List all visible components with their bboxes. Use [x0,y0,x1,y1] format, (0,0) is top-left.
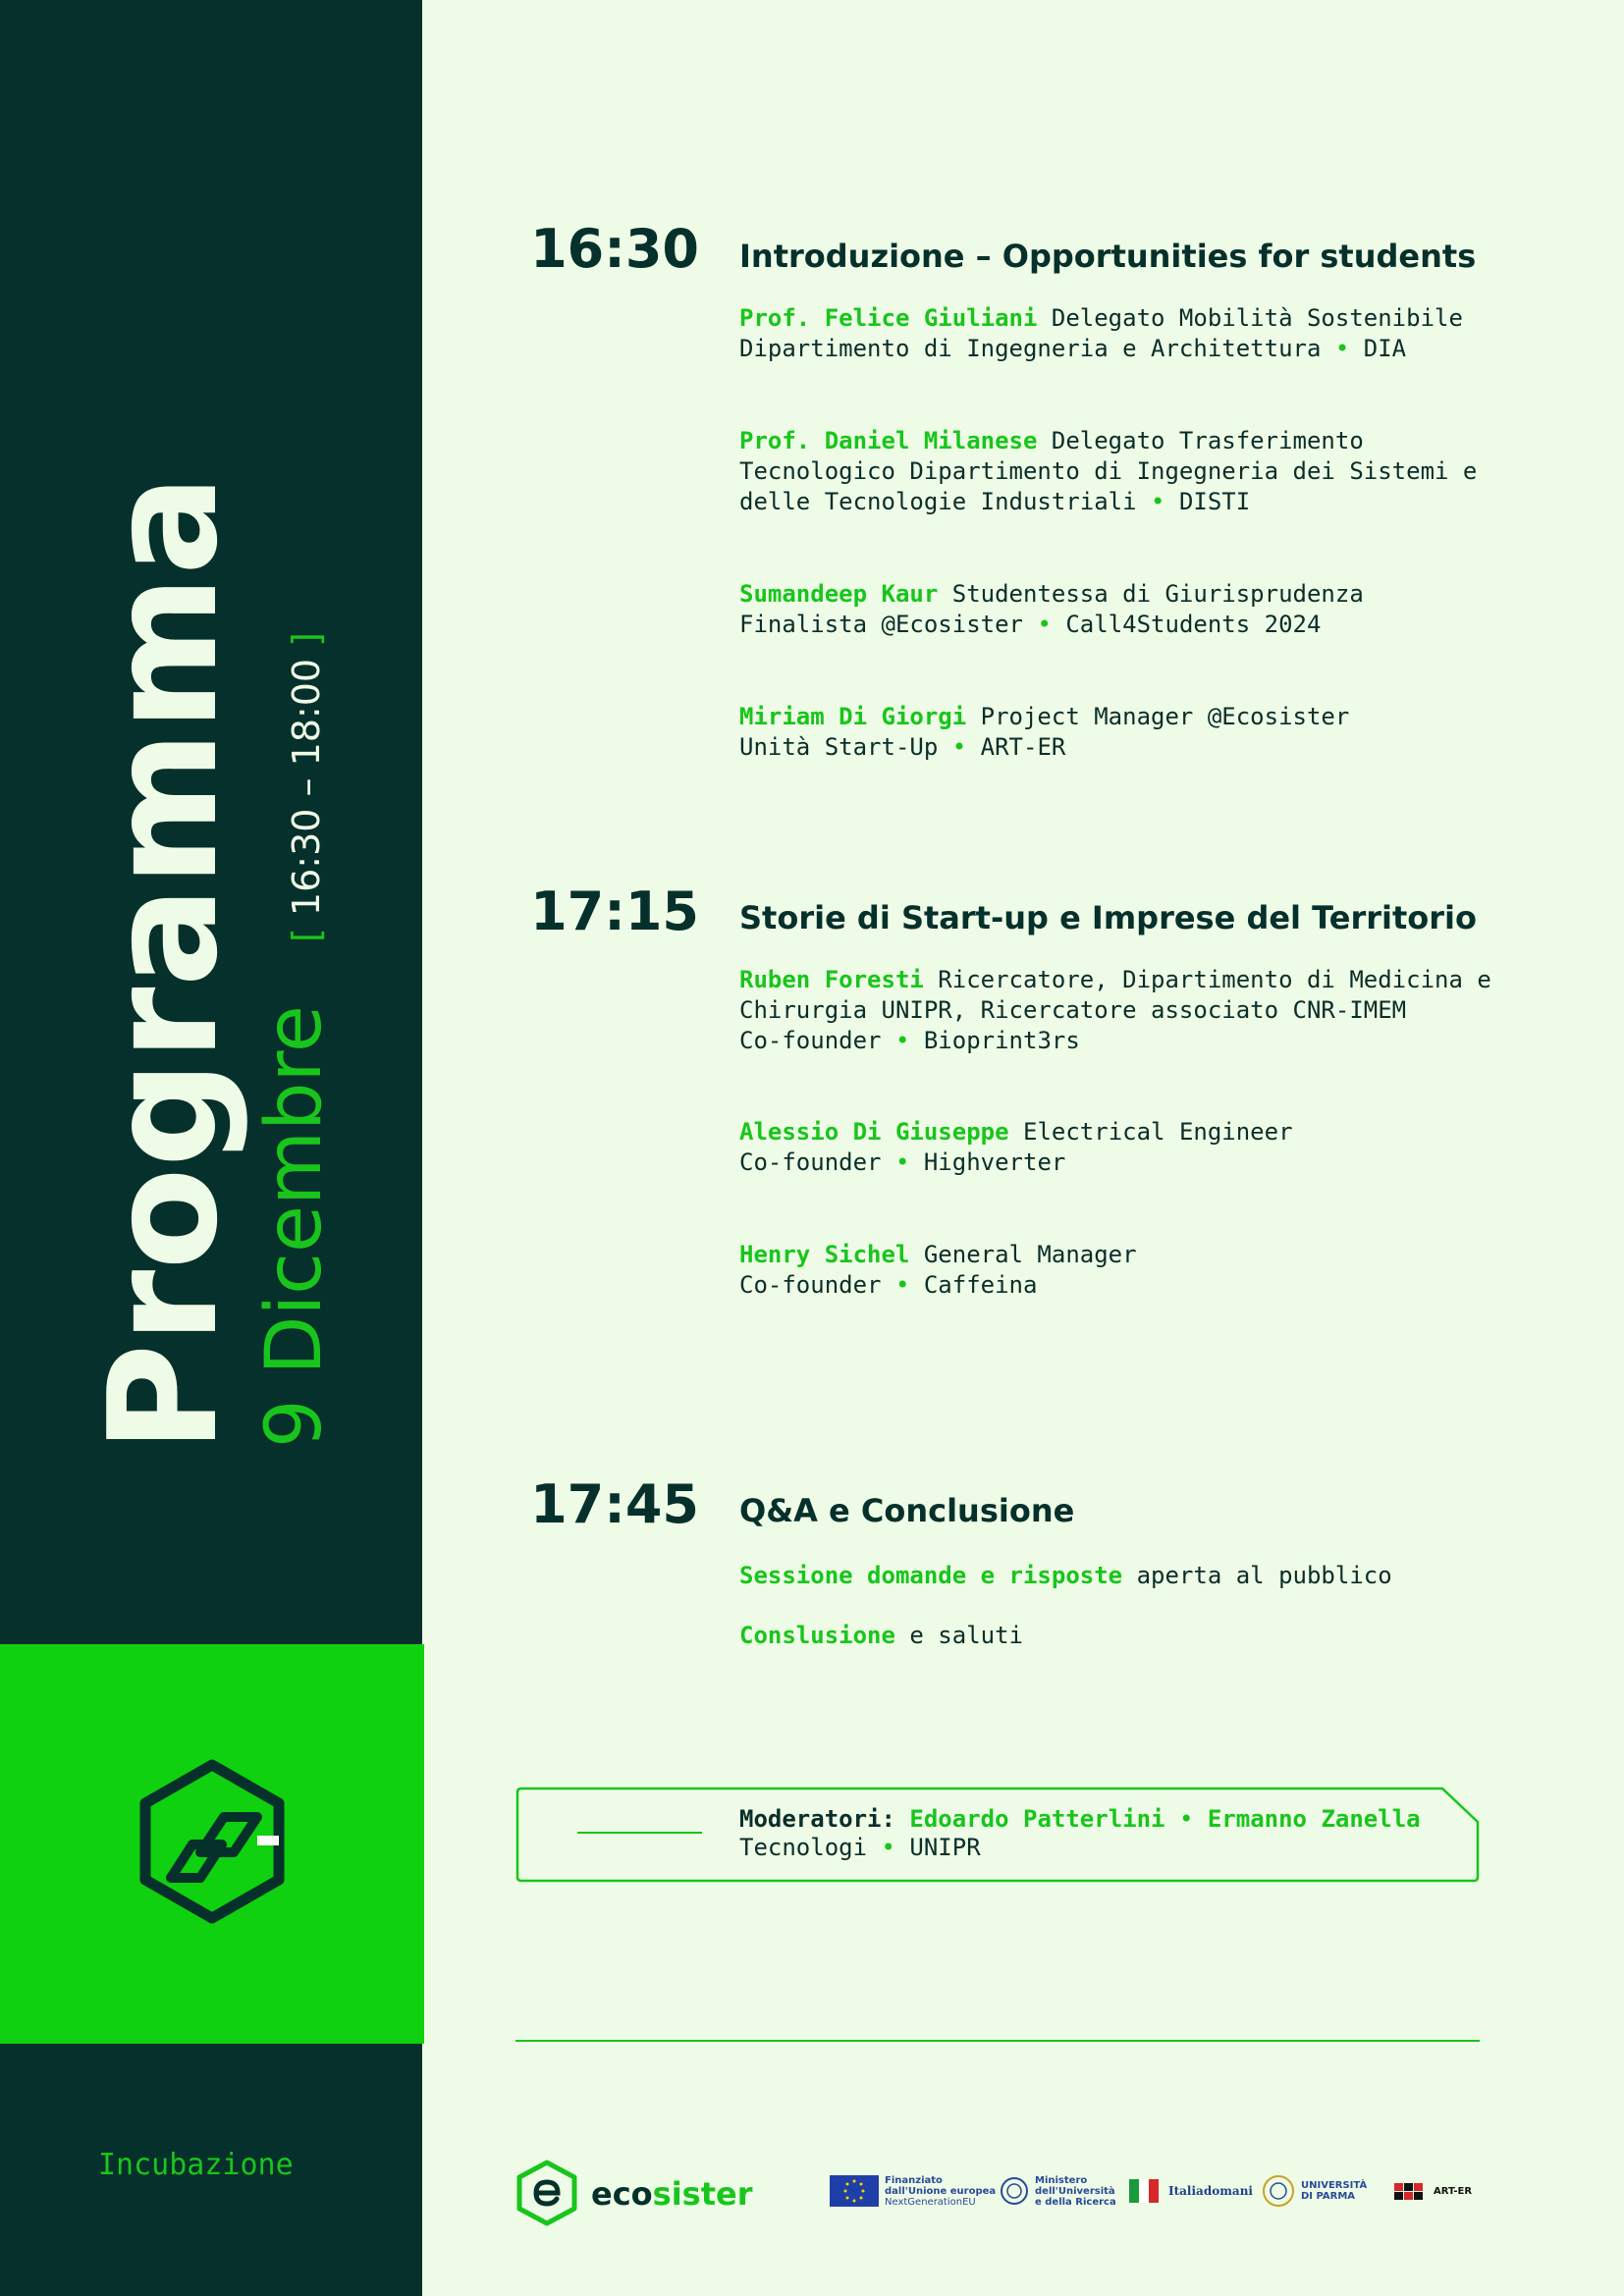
moderators-text [739,1805,1421,1862]
speaker-name: Alessio Di Giuseppe [739,1118,1009,1146]
event-date: 9 Dicembre [250,1005,339,1448]
logo-panel [0,1644,424,2044]
speaker-role: General Manager Co-founder [739,1241,1137,1299]
speaker-role: Ricercatore, Dipartimento di Medicina e Chirurgia UNIPR, Ricercatore associato CNR-IMEM Co-founder [739,966,1491,1054]
speaker-name: Sumandeep Kaur [739,580,939,608]
partner-text [1035,2175,1116,2208]
italian-flag-icon [1127,2175,1163,2207]
bracket-open: [ [285,928,328,942]
partner-text: ART-ER [1434,2185,1473,2197]
speaker-name: Henry Sichel [739,1241,910,1268]
speaker-org: Caffeina [923,1271,1038,1299]
speaker-entry [739,579,1584,640]
speaker-entry [739,1117,1584,1178]
partner-line: Finanziato [885,2174,943,2186]
partner-line: dall'Unione europea [885,2185,997,2197]
speaker-entry [739,426,1584,517]
bracket-close: ] [285,632,328,647]
speaker-role: Electrical Engineer Co-founder [739,1118,1293,1176]
speaker-org: Highverter [923,1148,1066,1176]
event-time-range [285,632,328,942]
brand-part-b: sister [652,2175,753,2213]
time-range-text: 16:30 – 18:00 [285,646,328,929]
partner-line: DI PARMA [1301,2191,1356,2202]
partner-line: NextGenerationEU [885,2196,976,2208]
bullet: • [1151,488,1165,515]
session-time: 16:30 [530,218,699,280]
university-seal-icon [1262,2174,1295,2208]
speaker-role: Studentessa di Giurisprudenza Finalista @Ecosister [739,580,1364,638]
session-title: Q&A e Conclusione [739,1492,1075,1529]
moderator-name: Edoardo Patterlini [909,1805,1165,1833]
speaker-entry [739,965,1584,1056]
session-time: 17:45 [530,1473,699,1535]
bullet: • [894,1148,910,1176]
partner-ministero [1000,2171,1116,2211]
qa-highlight: Conslusione [739,1622,895,1649]
bullet: • [894,1027,910,1054]
qa-item [739,1621,1584,1651]
qa-highlight: Sessione domande e risposte [739,1562,1123,1589]
moderator-name: Ermanno Zanella [1207,1805,1421,1833]
session-title: Storie di Start-up e Imprese del Territorio [739,899,1477,936]
moderators-org: UNIPR [909,1834,981,1861]
bullet: • [1178,1805,1194,1833]
speaker-org: DIA [1363,335,1407,362]
qa-text: aperta al pubblico [1122,1562,1392,1589]
speaker-role: Project Manager @Ecosister Unità Start-Up [739,703,1350,761]
bullet: • [881,1834,895,1861]
speaker-role: Delegato Trasferimento Tecnologico Dipartimento di Ingegneria dei Sistemi e delle Tecnologie Industriali [739,427,1478,515]
bullet: • [1334,335,1350,362]
speaker-name: Ruben Foresti [739,966,924,993]
partner-arter [1392,2171,1472,2211]
qa-item [739,1561,1584,1591]
art-er-logo-icon [1392,2175,1428,2207]
ecosister-logo-icon [515,2160,578,2226]
page-title: Programma [77,474,250,1453]
partner-eu [830,2171,996,2211]
speaker-org: Call4Students 2024 [1065,611,1322,638]
ecosister-wordmark [591,2175,753,2213]
speaker-name: Prof. Felice Giuliani [739,304,1038,332]
footer-divider [515,2040,1480,2042]
moderators-role: Tecnologi [739,1834,868,1861]
ministry-seal-icon [1000,2175,1029,2207]
partner-text [885,2175,996,2208]
speaker-entry [739,303,1584,364]
speaker-org: DISTI [1178,488,1251,515]
brand-part-a: eco [591,2175,653,2213]
bullet: • [1037,611,1052,638]
speaker-org: ART-ER [980,733,1066,761]
session-time: 17:15 [530,881,699,942]
partner-italiadomani [1127,2171,1253,2211]
partner-line: dell'Università [1035,2185,1115,2197]
bullet: • [951,733,967,761]
eu-flag-icon [830,2175,879,2207]
qa-text: e saluti [894,1622,1023,1649]
speaker-entry [739,1240,1584,1301]
partner-text [1301,2180,1367,2202]
partner-line: Ministero [1035,2174,1088,2186]
speaker-role: Delegato Mobilità Sostenibile Dipartimento di Ingegneria e Architettura [739,304,1463,362]
incubazione-label: Incubazione [98,2148,294,2182]
moderators-label: Moderatori: [739,1805,895,1833]
speaker-entry [739,702,1584,763]
speaker-name: Miriam Di Giorgi [739,703,967,730]
bullet: • [894,1271,910,1299]
partner-line: UNIVERSITÀ [1301,2180,1368,2191]
speaker-name: Prof. Daniel Milanese [739,427,1038,454]
moderators-accent-line [577,1832,702,1834]
partner-line: e della Ricerca [1035,2196,1116,2208]
speaker-org: Bioprint3rs [923,1027,1080,1054]
session-title: Introduzione – Opportunities for students [739,238,1477,275]
partner-unipr [1262,2171,1367,2211]
partner-text: Italiadomani [1168,2183,1253,2198]
ecosister-hexagon-logo-icon [0,1644,424,2044]
